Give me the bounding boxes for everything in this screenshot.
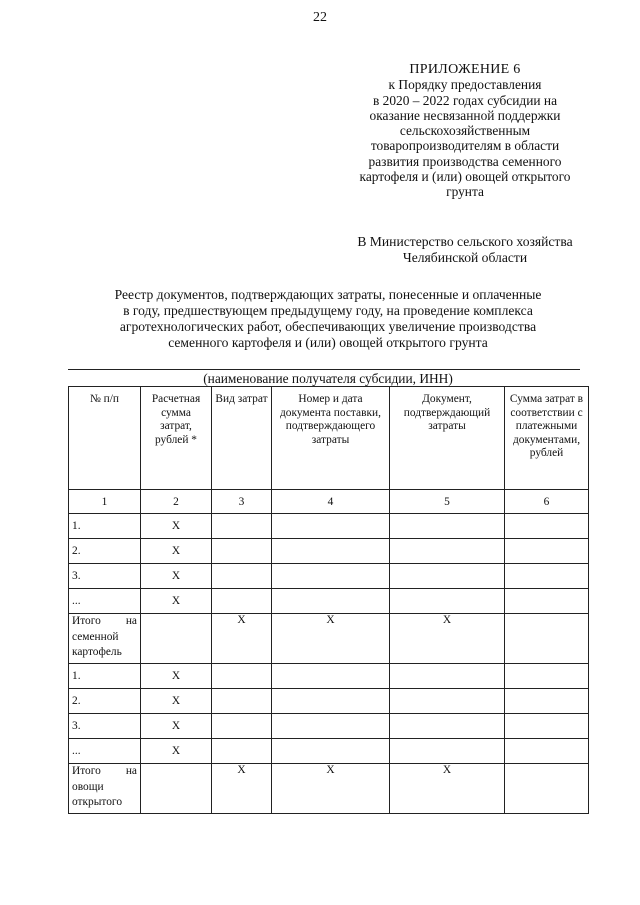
table-cell [505, 614, 589, 664]
addressee-block [320, 234, 610, 266]
column-header: Расчетная сумма затрат, рублей * [141, 387, 212, 490]
table-cell: Х [141, 514, 212, 539]
table-cell [505, 589, 589, 614]
column-header: Сумма затрат в соответствии с платежными документами, рублей [505, 387, 589, 490]
document-title-line: агротехнологических работ, обеспечивающих увеличение производства [119, 319, 537, 334]
table-row [69, 714, 589, 739]
table-cell [390, 589, 505, 614]
appendix-title: ПРИЛОЖЕНИЕ 6 [409, 62, 521, 77]
appendix-line: развития производства семенного [368, 153, 562, 169]
table-cell [272, 689, 390, 714]
table-cell [272, 564, 390, 589]
table-cell: Х [390, 614, 505, 664]
column-number: 4 [272, 490, 390, 514]
table-cell [390, 714, 505, 739]
appendix-line: оказание несвязанной поддержки [369, 107, 561, 123]
table-cell [212, 589, 272, 614]
column-number: 6 [505, 490, 589, 514]
appendix-line: в 2020 – 2022 годах субсидии на [372, 92, 558, 108]
table-cell [272, 664, 390, 689]
table-cell [505, 714, 589, 739]
document-title [68, 287, 588, 351]
table-cell: Х [272, 764, 390, 814]
table-cell: Х [141, 564, 212, 589]
appendix-line: картофеля и (или) овощей открытого [359, 169, 571, 185]
row-number-cell: 3. [69, 564, 141, 589]
recipient-fill-line [68, 369, 580, 370]
column-header: Вид затрат [212, 387, 272, 490]
table-cell [212, 689, 272, 714]
appendix-header [320, 62, 610, 200]
table-cell [141, 764, 212, 814]
table-row [69, 664, 589, 689]
table-cell: Х [272, 614, 390, 664]
column-header: Номер и дата документа поставки, подтверждающего затраты [272, 387, 390, 490]
table-row [69, 514, 589, 539]
table-row [69, 739, 589, 764]
table-total-row [69, 614, 589, 664]
table-cell: Х [390, 764, 505, 814]
row-number-cell: ... [69, 739, 141, 764]
column-number: 5 [390, 490, 505, 514]
table-cell: Х [141, 664, 212, 689]
table-cell [390, 539, 505, 564]
table-cell: Х [141, 714, 212, 739]
table-cell [505, 564, 589, 589]
table-cell [272, 514, 390, 539]
appendix-line: к Порядку предоставления [388, 77, 542, 93]
appendix-line: грунта [446, 184, 484, 200]
table-row [69, 539, 589, 564]
table-cell: Х [212, 614, 272, 664]
table-cell [390, 514, 505, 539]
total-label-cell: Итого на овощи открытого [69, 764, 141, 814]
row-number-cell: ... [69, 589, 141, 614]
addressee-line: Челябинской области [402, 250, 528, 265]
table-cell [272, 714, 390, 739]
table-cell: Х [141, 739, 212, 764]
table-cell [212, 539, 272, 564]
table-cell [212, 514, 272, 539]
total-label-cell: Итого на семенной картофель [69, 614, 141, 664]
table-cell [272, 589, 390, 614]
table-cell [505, 664, 589, 689]
registry-table [68, 386, 589, 814]
table-cell [505, 689, 589, 714]
recipient-caption: (наименование получателя субсидии, ИНН) [203, 371, 453, 386]
row-number-cell: 1. [69, 514, 141, 539]
table-cell [212, 564, 272, 589]
appendix-line: сельскохозяйственным [399, 123, 531, 139]
row-number-cell: 2. [69, 689, 141, 714]
column-number: 1 [69, 490, 141, 514]
row-number-cell: 2. [69, 539, 141, 564]
table-row [69, 589, 589, 614]
table-cell [212, 664, 272, 689]
table-cell [390, 664, 505, 689]
table-cell [390, 739, 505, 764]
document-title-line: Реестр документов, подтверждающих затраты, понесенные и оплаченные [114, 287, 542, 302]
table-cell [141, 614, 212, 664]
table-cell [505, 764, 589, 814]
table-cell [390, 564, 505, 589]
document-title-line: семенного картофеля и (или) овощей открытого грунта [168, 335, 488, 350]
table-cell [390, 689, 505, 714]
appendix-line: товаропроизводителям в области [370, 138, 560, 154]
table-cell [272, 539, 390, 564]
document-title-line: в году, предшествующем предыдущему году, на проведение комплекса [123, 303, 533, 318]
column-number-row [69, 490, 589, 514]
table-cell [505, 514, 589, 539]
row-number-cell: 1. [69, 664, 141, 689]
table-total-row [69, 764, 589, 814]
table-cell [505, 739, 589, 764]
column-header: № п/п [69, 387, 141, 490]
table-cell: Х [212, 764, 272, 814]
table-row [69, 689, 589, 714]
addressee-line: В Министерство сельского хозяйства [357, 234, 573, 249]
column-header: Документ, подтверждающий затраты [390, 387, 505, 490]
column-number: 3 [212, 490, 272, 514]
table-cell [272, 739, 390, 764]
column-number: 2 [141, 490, 212, 514]
table-cell [505, 539, 589, 564]
table-row [69, 564, 589, 589]
row-number-cell: 3. [69, 714, 141, 739]
table-cell [212, 714, 272, 739]
table-header-row [69, 387, 589, 490]
table-cell [212, 739, 272, 764]
table-cell: Х [141, 589, 212, 614]
table-cell: Х [141, 689, 212, 714]
table-cell: Х [141, 539, 212, 564]
page-number: 22 [313, 10, 327, 25]
